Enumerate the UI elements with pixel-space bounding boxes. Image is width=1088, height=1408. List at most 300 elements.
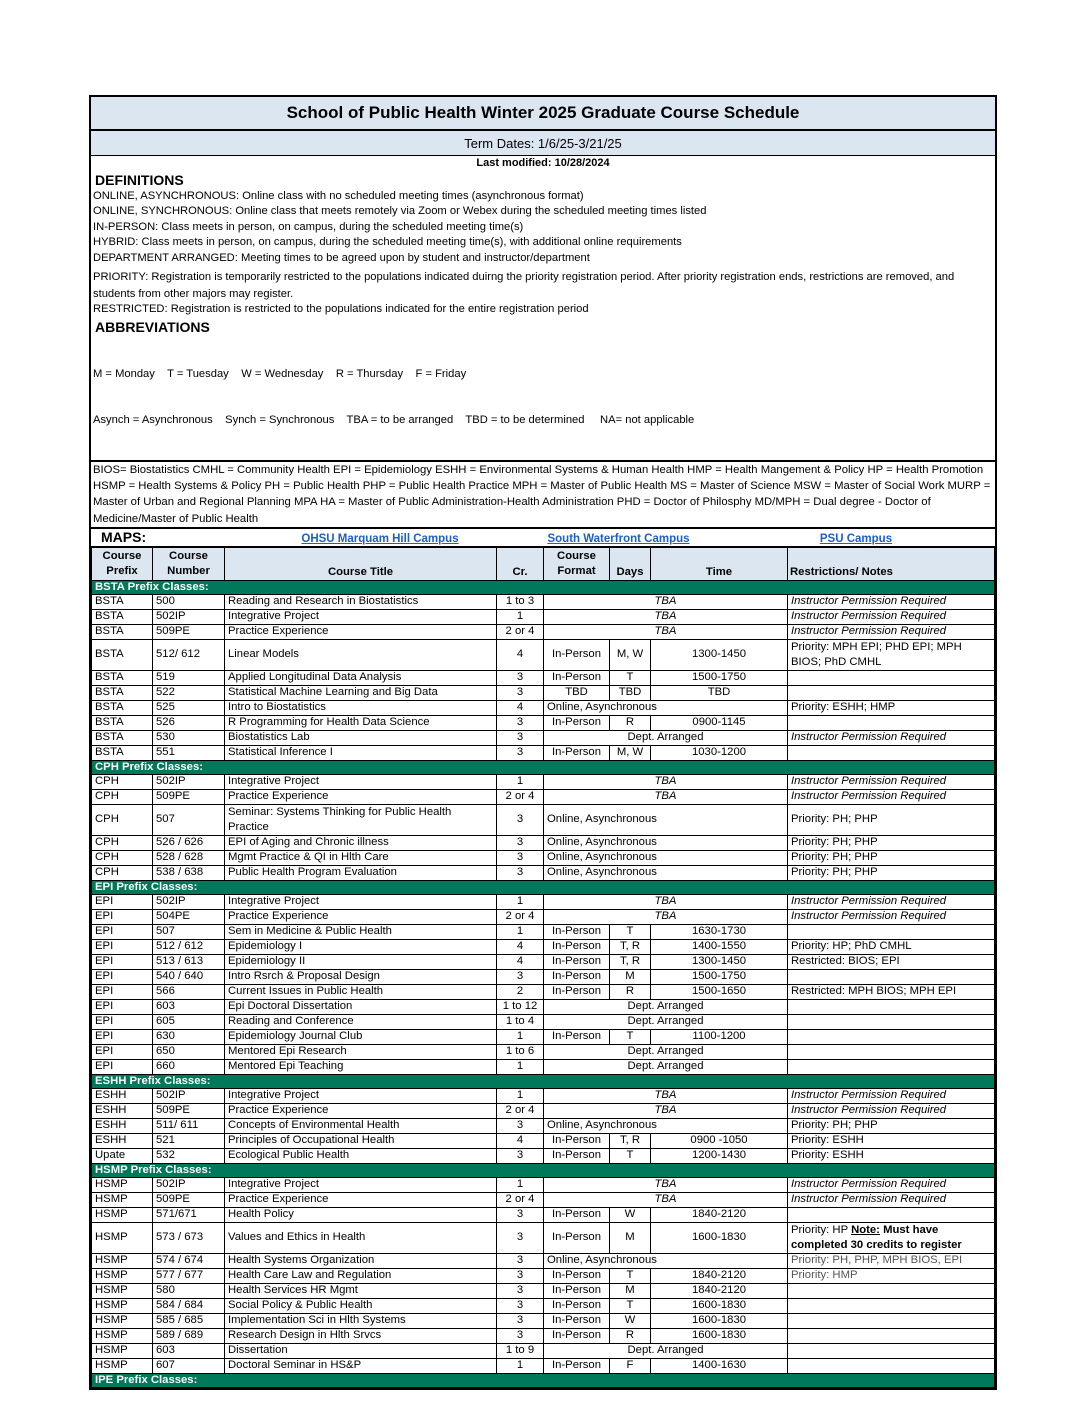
table-row — [92, 1298, 995, 1313]
course-prefix: HSMP — [92, 1358, 153, 1373]
course-title: Health Services HR Mgmt — [225, 1283, 497, 1298]
table-row — [92, 909, 995, 924]
restrictions-notes: Priority: ESHH — [788, 1148, 995, 1163]
course-title: Sem in Medicine & Public Health — [225, 924, 497, 939]
course-time: 0900-1145 — [651, 715, 788, 730]
course-time: 1300-1450 — [651, 639, 788, 670]
restrictions-notes — [788, 1044, 995, 1059]
course-title: Statistical Machine Learning and Big Data — [225, 685, 497, 700]
course-number: 502IP — [153, 1088, 225, 1103]
course-title: Biostatistics Lab — [225, 730, 497, 745]
course-days: TBD — [610, 685, 651, 700]
course-format: In-Person — [544, 1313, 610, 1328]
ohsu-marquam-hill-campus-link[interactable]: OHSU Marquam Hill Campus — [301, 532, 459, 545]
credits: 3 — [497, 865, 544, 880]
course-days: T — [610, 1298, 651, 1313]
course-time: 1500-1650 — [651, 984, 788, 999]
course-prefix: HSMP — [92, 1298, 153, 1313]
course-number: 538 / 638 — [153, 865, 225, 880]
credits: 3 — [497, 1253, 544, 1268]
course-prefix: ESHH — [92, 1133, 153, 1148]
restrictions-notes: Priority: PH; PHP — [788, 804, 995, 835]
table-row — [92, 774, 995, 789]
col-course-title: Course Title — [225, 547, 497, 580]
course-format: In-Person — [544, 715, 610, 730]
section-heading-row — [92, 1074, 995, 1088]
course-title: Intro Rsrch & Proposal Design — [225, 969, 497, 984]
course-format: In-Person — [544, 924, 610, 939]
course-prefix: HSMP — [92, 1253, 153, 1268]
course-format-online: Online, Asynchronous — [544, 700, 788, 715]
schedule-dept-arranged: Dept. Arranged — [544, 1059, 788, 1074]
course-number: 512 / 612 — [153, 939, 225, 954]
course-number: 603 — [153, 999, 225, 1014]
course-title: Practice Experience — [225, 909, 497, 924]
course-format-online: Online, Asynchronous — [544, 1253, 788, 1268]
course-prefix: CPH — [92, 835, 153, 850]
course-format: TBD — [544, 685, 610, 700]
course-prefix: CPH — [92, 865, 153, 880]
course-time: 1500-1750 — [651, 670, 788, 685]
course-time: 1840-2120 — [651, 1283, 788, 1298]
course-prefix: BSTA — [92, 609, 153, 624]
schedule-tba: TBA — [544, 909, 788, 924]
course-number: 585 / 685 — [153, 1313, 225, 1328]
section-heading-row — [92, 1163, 995, 1177]
course-days: R — [610, 1328, 651, 1343]
table-row — [92, 1283, 995, 1298]
course-title: Health Systems Organization — [225, 1253, 497, 1268]
course-prefix: BSTA — [92, 700, 153, 715]
restrictions-notes — [788, 1283, 995, 1298]
course-time: 1600-1830 — [651, 1298, 788, 1313]
course-title: Practice Experience — [225, 789, 497, 804]
course-format: In-Person — [544, 639, 610, 670]
course-prefix: BSTA — [92, 685, 153, 700]
course-number: 502IP — [153, 1177, 225, 1192]
course-format: In-Person — [544, 1133, 610, 1148]
course-number: 540 / 640 — [153, 969, 225, 984]
restrictions-notes — [788, 1298, 995, 1313]
course-number: 532 — [153, 1148, 225, 1163]
course-number: 502IP — [153, 894, 225, 909]
course-prefix: HSMP — [92, 1268, 153, 1283]
restrictions-notes: Priority: ESHH — [788, 1133, 995, 1148]
course-title: Integrative Project — [225, 1088, 497, 1103]
course-prefix: EPI — [92, 909, 153, 924]
restrictions-notes: Instructor Permission Required — [788, 1177, 995, 1192]
credits: 1 — [497, 1177, 544, 1192]
definition-line: IN-PERSON: Class meets in person, on campus, during the scheduled meeting time(s) — [93, 220, 524, 233]
maps-bar — [91, 527, 995, 547]
course-title: Doctoral Seminar in HS&P — [225, 1358, 497, 1373]
course-prefix: ESHH — [92, 1118, 153, 1133]
psu-campus-link[interactable]: PSU Campus — [819, 532, 893, 545]
course-time: 0900 -1050 — [651, 1133, 788, 1148]
notes-priority: Priority: HP — [791, 1223, 852, 1236]
course-number: 605 — [153, 1014, 225, 1029]
restricted-definition: RESTRICTED: Registration is restricted to the populations indicated for the entire registration period — [93, 303, 589, 316]
abbreviations-block — [91, 336, 995, 459]
course-title: EPI of Aging and Chronic illness — [225, 835, 497, 850]
table-row — [92, 850, 995, 865]
course-days: M, W — [610, 639, 651, 670]
col-restrictions-notes: Restrictions/ Notes — [788, 547, 995, 580]
course-title: Mentored Epi Teaching — [225, 1059, 497, 1074]
course-format-online: Online, Asynchronous — [544, 865, 788, 880]
table-row — [92, 984, 995, 999]
term-dates: Term Dates: 1/6/25-3/21/25 — [91, 131, 995, 156]
maps-label: MAPS: — [101, 528, 147, 545]
course-prefix: BSTA — [92, 715, 153, 730]
course-time: TBD — [651, 685, 788, 700]
course-prefix: BSTA — [92, 745, 153, 760]
credits: 3 — [497, 1313, 544, 1328]
course-prefix: EPI — [92, 894, 153, 909]
restrictions-notes — [788, 715, 995, 730]
section-heading: BSTA Prefix Classes: — [92, 580, 995, 594]
credits: 3 — [497, 1148, 544, 1163]
course-format: In-Person — [544, 1029, 610, 1044]
table-row — [92, 1029, 995, 1044]
course-title: Principles of Occupational Health — [225, 1133, 497, 1148]
course-number: 574 / 674 — [153, 1253, 225, 1268]
page-title: School of Public Health Winter 2025 Graduate Course Schedule — [91, 97, 995, 131]
section-heading-row — [92, 880, 995, 894]
south-waterfront-campus-link[interactable]: South Waterfront Campus — [547, 532, 690, 545]
credits: 3 — [497, 1268, 544, 1283]
section-heading: EPI Prefix Classes: — [92, 880, 995, 894]
course-number: 502IP — [153, 774, 225, 789]
table-row — [92, 1177, 995, 1192]
credits: 1 to 3 — [497, 594, 544, 609]
schedule-tba: TBA — [544, 1103, 788, 1118]
section-heading-row — [92, 1373, 995, 1387]
table-row — [92, 1222, 995, 1253]
course-title: Current Issues in Public Health — [225, 984, 497, 999]
course-time: 1840-2120 — [651, 1268, 788, 1283]
course-number: 603 — [153, 1343, 225, 1358]
restrictions-notes — [788, 999, 995, 1014]
course-title: R Programming for Health Data Science — [225, 715, 497, 730]
course-prefix: HSMP — [92, 1222, 153, 1253]
course-number: 507 — [153, 924, 225, 939]
course-format-online: Online, Asynchronous — [544, 850, 788, 865]
schedule-tba: TBA — [544, 789, 788, 804]
course-number: 525 — [153, 700, 225, 715]
restrictions-notes: Priority: MPH EPI; PHD EPI; MPH BIOS; PhD CMHL — [788, 639, 995, 670]
table-row — [92, 1103, 995, 1118]
course-prefix: HSMP — [92, 1207, 153, 1222]
schedule-tba: TBA — [544, 609, 788, 624]
table-row — [92, 804, 995, 835]
table-row — [92, 1148, 995, 1163]
table-row — [92, 685, 995, 700]
definition-line: ONLINE, ASYNCHRONOUS: Online class with no scheduled meeting times (asynchronous format) — [93, 190, 584, 202]
course-table-body — [92, 580, 995, 1387]
table-row — [92, 700, 995, 715]
course-time: 1630-1730 — [651, 924, 788, 939]
course-number: 513 / 613 — [153, 954, 225, 969]
col-time: Time — [651, 547, 788, 580]
course-days: T, R — [610, 954, 651, 969]
course-title: Mentored Epi Research — [225, 1044, 497, 1059]
col-credits: Cr. — [497, 547, 544, 580]
restrictions-notes — [788, 1313, 995, 1328]
abbreviations-heading: ABBREVIATIONS — [95, 319, 210, 336]
credits: 1 — [497, 1088, 544, 1103]
course-title: Mgmt Practice & QI in Hlth Care — [225, 850, 497, 865]
course-number: 528 / 628 — [153, 850, 225, 865]
definitions-heading: DEFINITIONS — [95, 172, 184, 188]
schedule-tba: TBA — [544, 774, 788, 789]
table-row — [92, 715, 995, 730]
course-prefix: EPI — [92, 1044, 153, 1059]
schedule-tba: TBA — [544, 1192, 788, 1207]
section-heading-row — [92, 760, 995, 774]
table-row — [92, 730, 995, 745]
definition-line: DEPARTMENT ARRANGED: Meeting times to be agreed upon by student and instructor/department — [93, 251, 590, 264]
course-days: T — [610, 1268, 651, 1283]
credits: 3 — [497, 1222, 544, 1253]
format-abbreviations: Asynch = Asynchronous Synch = Synchronous TBA = to be arranged TBD = to be determined NA= not applicable — [93, 414, 695, 427]
course-number: 650 — [153, 1044, 225, 1059]
restrictions-notes — [788, 924, 995, 939]
table-row — [92, 1358, 995, 1373]
course-title: Epidemiology Journal Club — [225, 1029, 497, 1044]
course-days: F — [610, 1358, 651, 1373]
credits: 1 — [497, 1358, 544, 1373]
course-time: 1600-1830 — [651, 1328, 788, 1343]
credits: 2 or 4 — [497, 909, 544, 924]
restrictions-notes: Priority: PH; PHP — [788, 865, 995, 880]
schedule-tba: TBA — [544, 1177, 788, 1192]
notes-requirement: Must have completed 30 credits to register — [791, 1223, 962, 1251]
credits: 3 — [497, 969, 544, 984]
course-days: R — [610, 984, 651, 999]
restrictions-notes: Instructor Permission Required — [788, 730, 995, 745]
credits: 4 — [497, 939, 544, 954]
course-prefix: EPI — [92, 924, 153, 939]
restrictions-notes — [788, 1029, 995, 1044]
definition-line: HYBRID: Class meets in person, on campus, during the scheduled meeting time(s), with additional online requirements — [93, 236, 682, 249]
course-number: 511/ 611 — [153, 1118, 225, 1133]
course-prefix: BSTA — [92, 624, 153, 639]
table-row — [92, 1088, 995, 1103]
restrictions-notes: Priority: PH; PHP — [788, 1118, 995, 1133]
course-number: 521 — [153, 1133, 225, 1148]
course-prefix: BSTA — [92, 594, 153, 609]
table-row — [92, 1328, 995, 1343]
course-number: 566 — [153, 984, 225, 999]
course-number: 571/671 — [153, 1207, 225, 1222]
course-prefix: EPI — [92, 969, 153, 984]
course-number: 551 — [153, 745, 225, 760]
course-number: 630 — [153, 1029, 225, 1044]
course-format: In-Person — [544, 984, 610, 999]
table-row — [92, 865, 995, 880]
course-prefix: EPI — [92, 984, 153, 999]
course-title: Practice Experience — [225, 1103, 497, 1118]
credits: 3 — [497, 1207, 544, 1222]
course-number: 607 — [153, 1358, 225, 1373]
course-time: 1600-1830 — [651, 1222, 788, 1253]
restrictions-notes: Instructor Permission Required — [788, 909, 995, 924]
table-row — [92, 1313, 995, 1328]
credits: 1 to 12 — [497, 999, 544, 1014]
course-time: 1500-1750 — [651, 969, 788, 984]
restrictions-notes: Priority: HMP — [788, 1268, 995, 1283]
restrictions-notes — [788, 1207, 995, 1222]
course-title: Health Care Law and Regulation — [225, 1268, 497, 1283]
course-format: In-Person — [544, 670, 610, 685]
course-days: T — [610, 1148, 651, 1163]
restrictions-notes: Priority: ESHH; HMP — [788, 700, 995, 715]
schedule-tba: TBA — [544, 624, 788, 639]
course-title: Intro to Biostatistics — [225, 700, 497, 715]
course-format-online: Online, Asynchronous — [544, 804, 788, 835]
course-title: Implementation Sci in Hlth Systems — [225, 1313, 497, 1328]
table-row — [92, 924, 995, 939]
course-days: W — [610, 1207, 651, 1222]
course-number: 507 — [153, 804, 225, 835]
course-days: T — [610, 670, 651, 685]
course-title: Dissertation — [225, 1343, 497, 1358]
course-title: Reading and Conference — [225, 1014, 497, 1029]
schedule-dept-arranged: Dept. Arranged — [544, 1343, 788, 1358]
credits: 2 — [497, 984, 544, 999]
schedule-dept-arranged: Dept. Arranged — [544, 1044, 788, 1059]
course-prefix: EPI — [92, 999, 153, 1014]
restrictions-notes: Priority: PH, PHP, MPH BIOS, EPI — [788, 1253, 995, 1268]
restrictions-notes: Instructor Permission Required — [788, 1103, 995, 1118]
course-title: Applied Longitudinal Data Analysis — [225, 670, 497, 685]
course-title: Statistical Inference I — [225, 745, 497, 760]
credits: 3 — [497, 1298, 544, 1313]
course-number: 509PE — [153, 1192, 225, 1207]
definitions-block — [91, 189, 995, 317]
course-number: 573 / 673 — [153, 1222, 225, 1253]
course-title: Practice Experience — [225, 1192, 497, 1207]
restrictions-notes — [788, 1328, 995, 1343]
credits: 3 — [497, 670, 544, 685]
course-title: Linear Models — [225, 639, 497, 670]
notes-label: Note: — [851, 1223, 880, 1236]
course-prefix: HSMP — [92, 1328, 153, 1343]
course-prefix: Upate — [92, 1148, 153, 1163]
restrictions-notes: Instructor Permission Required — [788, 624, 995, 639]
course-prefix: EPI — [92, 1059, 153, 1074]
course-number: 526 — [153, 715, 225, 730]
restrictions-notes: Instructor Permission Required — [788, 1088, 995, 1103]
course-format-online: Online, Asynchronous — [544, 835, 788, 850]
table-row — [92, 835, 995, 850]
table-row — [92, 969, 995, 984]
table-row — [92, 639, 995, 670]
course-prefix: BSTA — [92, 639, 153, 670]
table-header — [92, 547, 995, 580]
section-heading: CPH Prefix Classes: — [92, 760, 995, 774]
course-title: Epi Doctoral Dissertation — [225, 999, 497, 1014]
table-row — [92, 1059, 995, 1074]
course-title: Practice Experience — [225, 624, 497, 639]
course-prefix: ESHH — [92, 1103, 153, 1118]
credits: 4 — [497, 1133, 544, 1148]
course-title: Integrative Project — [225, 774, 497, 789]
table-row — [92, 789, 995, 804]
restrictions-notes: Restricted: BIOS; EPI — [788, 954, 995, 969]
course-number: 509PE — [153, 789, 225, 804]
course-days: M — [610, 969, 651, 984]
course-title: Ecological Public Health — [225, 1148, 497, 1163]
credits: 3 — [497, 1118, 544, 1133]
course-schedule-sheet — [89, 95, 997, 1390]
course-days: R — [610, 715, 651, 730]
course-prefix: CPH — [92, 774, 153, 789]
credits: 3 — [497, 804, 544, 835]
credits: 3 — [497, 685, 544, 700]
course-table — [91, 547, 995, 1388]
restrictions-notes — [788, 1059, 995, 1074]
credits: 1 — [497, 1059, 544, 1074]
course-prefix: CPH — [92, 789, 153, 804]
restrictions-notes — [788, 1358, 995, 1373]
table-row — [92, 1207, 995, 1222]
credits: 4 — [497, 700, 544, 715]
course-days: M — [610, 1283, 651, 1298]
credits: 3 — [497, 1283, 544, 1298]
table-row — [92, 624, 995, 639]
schedule-dept-arranged: Dept. Arranged — [544, 730, 788, 745]
course-days: M, W — [610, 745, 651, 760]
credits: 3 — [497, 1328, 544, 1343]
course-time: 1030-1200 — [651, 745, 788, 760]
course-title: Integrative Project — [225, 1177, 497, 1192]
course-time: 1840-2120 — [651, 1207, 788, 1222]
course-number: 522 — [153, 685, 225, 700]
table-row — [92, 1118, 995, 1133]
course-format: In-Person — [544, 1298, 610, 1313]
credits: 3 — [497, 730, 544, 745]
table-row — [92, 1268, 995, 1283]
course-format: In-Person — [544, 1222, 610, 1253]
col-days: Days — [610, 547, 651, 580]
course-days: T, R — [610, 939, 651, 954]
course-prefix: ESHH — [92, 1088, 153, 1103]
credits: 1 — [497, 1029, 544, 1044]
table-row — [92, 1343, 995, 1358]
table-row — [92, 1044, 995, 1059]
course-prefix: EPI — [92, 954, 153, 969]
course-title: Integrative Project — [225, 894, 497, 909]
restrictions-notes — [788, 670, 995, 685]
course-time: 1300-1450 — [651, 954, 788, 969]
course-number: 509PE — [153, 1103, 225, 1118]
table-row — [92, 609, 995, 624]
course-days: T — [610, 924, 651, 939]
credits: 4 — [497, 639, 544, 670]
schedule-dept-arranged: Dept. Arranged — [544, 999, 788, 1014]
course-format: In-Person — [544, 1358, 610, 1373]
course-number: 530 — [153, 730, 225, 745]
course-title: Health Policy — [225, 1207, 497, 1222]
course-title: Seminar: Systems Thinking for Public Health Practice — [225, 804, 497, 835]
section-heading: IPE Prefix Classes: — [92, 1373, 995, 1387]
course-number: 526 / 626 — [153, 835, 225, 850]
section-heading-row — [92, 580, 995, 594]
definition-line: ONLINE, SYNCHRONOUS: Online class that meets remotely via Zoom or Webex during the scheduled meeting times listed — [93, 205, 707, 218]
course-prefix: CPH — [92, 804, 153, 835]
